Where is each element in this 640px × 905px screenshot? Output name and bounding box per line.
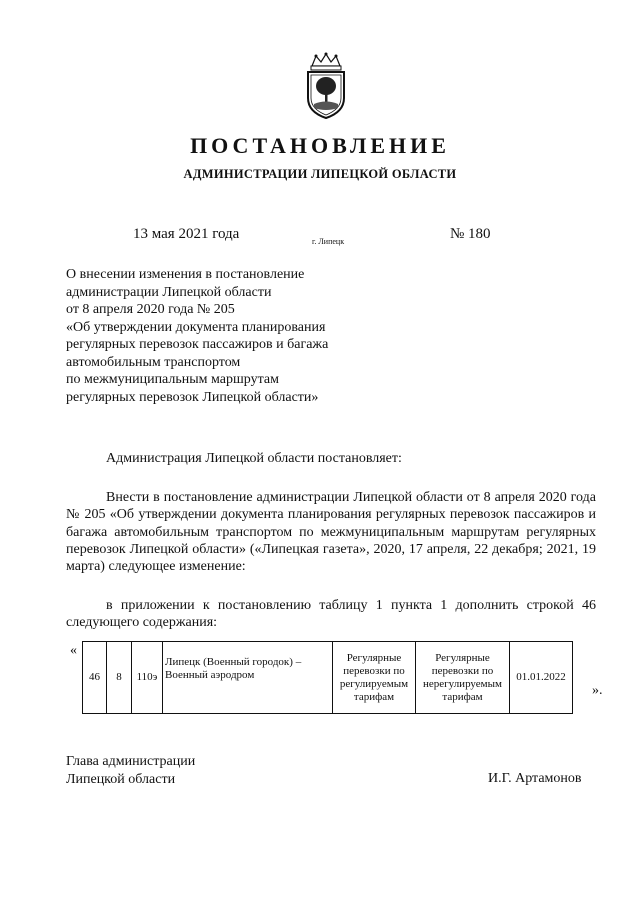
cell-date: 01.01.2022: [510, 642, 573, 714]
document-subject: [66, 266, 386, 406]
document-number: № 180: [450, 226, 491, 242]
body-paragraph-2: в приложении к постановлению таблицу 1 пункта 1 дополнить строкой 46 следующего содержания:: [66, 598, 596, 631]
cell-num: 46: [83, 642, 107, 714]
cell-route: Липецк (Военный городок) – Военный аэродром: [163, 642, 333, 714]
cell-code: 110э: [132, 642, 163, 714]
position-line: Липецкой области: [66, 772, 176, 787]
subject-line: О внесении изменения в постановление: [66, 267, 305, 282]
coat-of-arms-icon: [300, 52, 352, 122]
body-paragraph-1: Внести в постановление администрации Липецкой области от 8 апреля 2020 года № 205 «Об утверждении документа планирования регулярных перевозок пассажиров и багажа автомобильным транспортом по межмуниципальным маршрутам регулярных перевозок Липецкой области» («Липецкая газета», 2020, 17 апреля, 22 декабря; 2021, 19 марта) следующее изменение:: [66, 490, 596, 575]
signatory-name: И.Г. Артамонов: [488, 771, 582, 786]
cell-route-no: 8: [107, 642, 132, 714]
cell-type-regulated: Регулярные перевозки по регулируемым тарифам: [333, 642, 416, 714]
subject-line: от 8 апреля 2020 года № 205: [66, 302, 235, 317]
document-title: ПОСТАНОВЛЕНИЕ: [190, 133, 450, 158]
cell-type-unregulated: Регулярные перевозки по нерегулируемым тарифам: [416, 642, 510, 714]
subject-line: администрации Липецкой области: [66, 284, 272, 300]
decree-statement: Администрация Липецкой области постановляет:: [106, 451, 402, 466]
table-row: [83, 642, 573, 714]
document-date: 13 мая 2021 года: [133, 226, 240, 242]
issuer-subtitle: АДМИНИСТРАЦИИ ЛИПЕЦКОЙ ОБЛАСТИ: [183, 167, 457, 181]
subject-line: по межмуниципальным маршрутам: [66, 372, 279, 387]
subject-line: регулярных перевозок пассажиров и багажа: [66, 337, 329, 352]
quote-close: ».: [592, 683, 603, 698]
subject-line: регулярных перевозок Липецкой области»: [66, 389, 319, 405]
quote-open: «: [70, 643, 77, 658]
subject-line: автомобильным транспортом: [66, 354, 241, 370]
subject-line: «Об утверждении документа планирования: [66, 319, 326, 335]
signatory-position: [66, 753, 195, 789]
position-line: Глава администрации: [66, 754, 196, 769]
route-table: [82, 641, 573, 714]
document-city: г. Липецк: [312, 237, 345, 246]
